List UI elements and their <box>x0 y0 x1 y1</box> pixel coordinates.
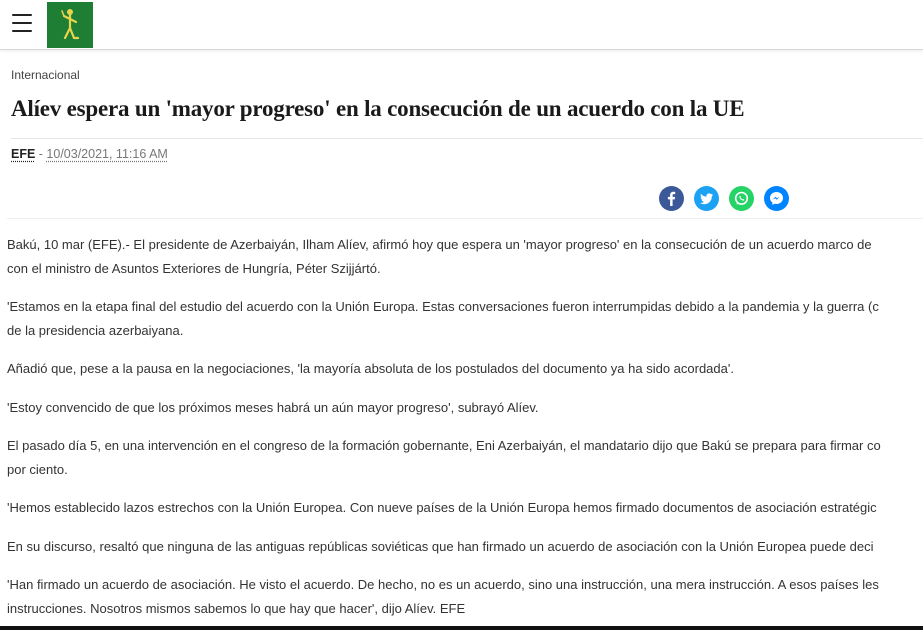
site-logo[interactable] <box>47 2 93 48</box>
agency-name[interactable]: EFE <box>11 147 36 161</box>
share-twitter-button[interactable] <box>694 186 719 211</box>
whatsapp-icon <box>729 186 754 211</box>
paragraph-line: En su discurso, resaltó que ninguna de las antiguas repúblicas soviéticas que han firmado un acuerdo de asociación con la Unión Europea puede deci <box>7 538 874 554</box>
article-paragraph <box>7 496 923 520</box>
share-messenger-button[interactable] <box>764 186 789 211</box>
article-paragraph <box>7 233 923 280</box>
byline-separator: - <box>35 147 47 161</box>
article-paragraph <box>7 357 923 381</box>
facebook-icon <box>659 186 684 211</box>
article-paragraph <box>7 396 923 420</box>
article-paragraph <box>7 434 923 481</box>
byline <box>11 147 168 161</box>
publish-date: 10/03/2021, 11:16 AM <box>46 147 168 161</box>
divider <box>7 218 923 219</box>
article-paragraph <box>7 295 923 342</box>
top-navigation-bar <box>0 0 923 50</box>
hamburger-menu-icon[interactable] <box>12 14 32 32</box>
share-buttons <box>659 186 789 211</box>
paragraph-line: Añadió que, pese a la pausa en la negociaciones, 'la mayoría absoluta de los postulados del documento ya ha sido acordada'. <box>7 361 734 376</box>
paragraph-line: de la presidencia azerbaiyana. <box>7 322 184 338</box>
section-label[interactable]: Internacional <box>11 68 80 82</box>
article-title: Alíev espera un 'mayor progreso' en la consecución de un acuerdo con la UE <box>11 96 745 121</box>
bottom-border <box>0 626 923 630</box>
site-logo-figure-icon <box>59 8 81 42</box>
paragraph-line: 'Estoy convencido de que los próximos meses habrá un aún mayor progreso', subrayó Alíev. <box>7 399 539 415</box>
article-body <box>7 233 923 635</box>
paragraph-line: 'Han firmado un acuerdo de asociación. He visto el acuerdo. De hecho, no es un acuerdo, sino una instrucción, una mera instrucción. A esos países les <box>7 577 879 592</box>
share-whatsapp-button[interactable] <box>729 186 754 211</box>
paragraph-line: por ciento. <box>7 461 68 477</box>
article-paragraph <box>7 573 923 620</box>
paragraph-line: 'Hemos establecido lazos estrechos con la Unión Europea. Con nueve países de la Unión Europa hemos firmado documentos de asociación estratégic <box>7 500 877 515</box>
share-facebook-button[interactable] <box>659 186 684 211</box>
messenger-icon <box>764 186 789 211</box>
divider <box>11 138 923 139</box>
paragraph-line: con el ministro de Asuntos Exteriores de Hungría, Péter Szijjártó. <box>7 260 381 276</box>
twitter-icon <box>694 186 719 211</box>
article-paragraph <box>7 535 923 559</box>
paragraph-line: Bakú, 10 mar (EFE).- El presidente de Azerbaiyán, Ilham Alíev, afirmó hoy que espera un 'mayor progreso' en la consecución de un acuerdo marco de <box>7 237 872 252</box>
paragraph-line: El pasado día 5, en una intervención en el congreso de la formación gobernante, Eni Azerbaiyán, el mandatario dijo que Bakú se prepara para firmar co <box>7 438 881 453</box>
paragraph-line: instrucciones. Nosotros mismos sabemos lo que hay que hacer', dijo Alíev. EFE <box>7 600 466 616</box>
paragraph-line: 'Estamos en la etapa final del estudio del acuerdo con la Unión Europa. Estas conversaciones fueron interrumpidas debido a la pandemia y la guerra (c <box>7 299 879 314</box>
